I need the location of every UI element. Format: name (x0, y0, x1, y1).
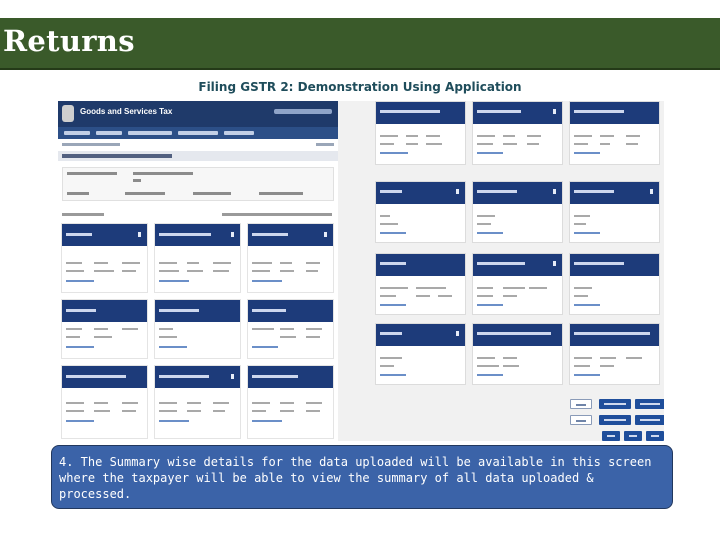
page-subtitle: Filing GSTR 2: Demonstration Using Application (198, 80, 522, 94)
taxpayer-details-box (62, 167, 334, 201)
dashboard-tile[interactable] (569, 323, 660, 385)
explanation-note-box (51, 445, 673, 509)
title-rule (0, 68, 720, 70)
section-heading (62, 154, 172, 158)
dashboard-tile[interactable] (375, 253, 466, 315)
portal-nav-bar (58, 127, 338, 139)
action-button[interactable] (635, 399, 664, 409)
title-bar (0, 18, 720, 70)
dashboard-tile[interactable] (375, 181, 466, 243)
action-button[interactable] (624, 431, 642, 441)
action-button[interactable] (602, 431, 620, 441)
emblem-icon (62, 105, 74, 122)
dashboard-tile[interactable] (569, 181, 660, 243)
detail-line (133, 172, 193, 175)
dashboard-tile[interactable] (472, 253, 563, 315)
breadcrumb-trail[interactable] (62, 143, 120, 146)
action-button[interactable] (599, 415, 631, 425)
detail-line (67, 192, 89, 195)
summary-tile[interactable] (154, 223, 241, 293)
portal-site-name: Goods and Services Tax (80, 107, 173, 116)
breadcrumb (58, 139, 338, 151)
summary-tile[interactable] (61, 299, 148, 359)
summary-tile[interactable] (61, 223, 148, 293)
nav-item[interactable] (224, 131, 254, 135)
detail-line (67, 172, 117, 175)
nav-item[interactable] (64, 131, 90, 135)
summary-tile[interactable] (247, 223, 334, 293)
portal-header (58, 101, 338, 127)
summary-tile[interactable] (154, 365, 241, 439)
gst-portal-screenshot (58, 101, 664, 441)
nav-item[interactable] (178, 131, 218, 135)
dashboard-tile[interactable] (472, 181, 563, 243)
dashboard-tile[interactable] (569, 253, 660, 315)
action-button[interactable] (646, 431, 664, 441)
language-link[interactable] (316, 143, 334, 146)
summary-tile[interactable] (247, 299, 334, 359)
summary-tile[interactable] (61, 365, 148, 439)
detail-line (193, 192, 231, 195)
explanation-note-text: 4. The Summary wise details for the data uploaded will be available in this screen where the taxpayer will be able to view the summary of all data uploaded & processed. (59, 455, 652, 501)
action-button[interactable] (570, 415, 592, 425)
dashboard-tile[interactable] (569, 101, 660, 165)
dashboard-tile[interactable] (472, 101, 563, 165)
nav-item[interactable] (128, 131, 172, 135)
page-title: Returns (3, 24, 135, 58)
help-text (222, 213, 332, 216)
summary-dashboard-panel (375, 101, 664, 441)
gstr-section-header (58, 151, 338, 161)
detail-line (259, 192, 303, 195)
summary-tile[interactable] (247, 365, 334, 439)
action-button[interactable] (599, 399, 631, 409)
summary-tabs-row (62, 211, 334, 219)
detail-line (133, 179, 141, 182)
tab-label[interactable] (62, 213, 104, 216)
user-menu[interactable] (274, 109, 332, 114)
summary-tile[interactable] (154, 299, 241, 359)
action-button[interactable] (570, 399, 592, 409)
dashboard-tile[interactable] (375, 323, 466, 385)
nav-item[interactable] (96, 131, 122, 135)
action-button[interactable] (635, 415, 664, 425)
dashboard-tile[interactable] (375, 101, 466, 165)
gstr2-portal-panel (58, 101, 338, 441)
detail-line (125, 192, 165, 195)
dashboard-tile[interactable] (472, 323, 563, 385)
